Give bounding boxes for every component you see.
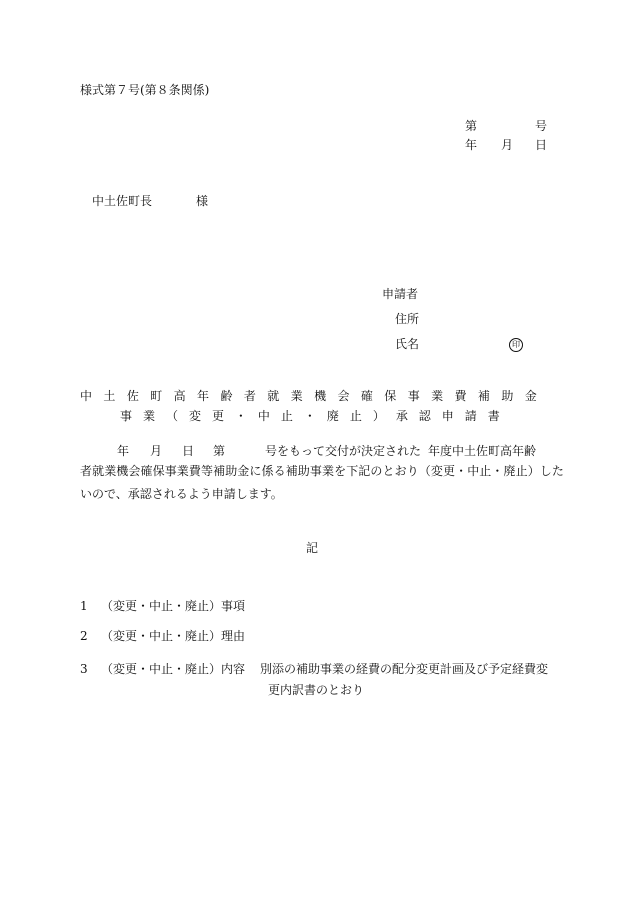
seal-icon: 印 — [509, 338, 523, 352]
item-3-content: 別添の補助事業の経費の配分変更計画及び予定経費変 — [260, 662, 549, 676]
title-char: 止 — [349, 409, 362, 423]
title-char: 補 — [477, 389, 490, 403]
title-char: 中 — [80, 389, 93, 403]
address-label: 住所 — [395, 312, 420, 326]
body-line-1-segment: 日 — [182, 444, 195, 458]
title-char: 齢 — [220, 389, 233, 403]
title-char: 就 — [267, 389, 280, 403]
title-char: 更 — [211, 409, 224, 423]
title-char: 会 — [337, 389, 350, 403]
title-char: 確 — [360, 389, 373, 403]
item-2-num: 2 — [80, 629, 88, 643]
item-1-num: 1 — [80, 599, 88, 613]
title-char: 止 — [280, 409, 293, 423]
title-line-2 — [120, 410, 500, 422]
title-char: 金 — [524, 389, 537, 403]
body-line-1-segment: 第 — [213, 444, 226, 458]
title-line-1 — [80, 390, 537, 402]
title-char: 業 — [142, 409, 155, 423]
title-char: ・ — [303, 409, 316, 423]
name-label: 氏名 — [395, 337, 420, 351]
title-char: 申 — [441, 409, 454, 423]
number-suffix: 号 — [535, 119, 548, 133]
body-line-1-segment: 号をもって交付が決定された — [265, 444, 422, 458]
addressee-honorific: 様 — [196, 194, 209, 208]
body-line-1-segment: 年 — [117, 444, 130, 458]
ki-heading: 記 — [306, 541, 319, 555]
title-char: 事 — [407, 389, 420, 403]
title-char: （ — [165, 409, 178, 423]
title-char: 廃 — [326, 409, 339, 423]
seal-mark — [509, 337, 523, 352]
title-char: 土 — [103, 389, 116, 403]
title-char: 保 — [384, 389, 397, 403]
title-char: 認 — [418, 409, 431, 423]
title-char: 業 — [431, 389, 444, 403]
form-label: 様式第７号(第８条関係) — [80, 83, 210, 97]
title-char: 機 — [314, 389, 327, 403]
title-char: 書 — [487, 409, 500, 423]
title-char: ・ — [234, 409, 247, 423]
title-char: 佐 — [126, 389, 139, 403]
number-prefix: 第 — [465, 119, 478, 133]
title-char: 費 — [454, 389, 467, 403]
title-char: 者 — [243, 389, 256, 403]
title-char: 助 — [501, 389, 514, 403]
item-3-num: 3 — [80, 662, 88, 676]
title-char: 事 — [120, 409, 133, 423]
title-char: 年 — [197, 389, 210, 403]
body-line-3: いので、承認されるよう申請します。 — [80, 487, 283, 501]
body-line-2: 者就業機会確保事業費等補助金に係る補助事業を下記のとおり（変更・中止・廃止）した — [80, 464, 565, 478]
title-char: 町 — [150, 389, 163, 403]
title-char: 請 — [464, 409, 477, 423]
item-3-label: （変更・中止・廃止）内容 — [101, 662, 246, 676]
date-day: 日 — [535, 138, 548, 152]
title-char: 承 — [395, 409, 408, 423]
title-char: 変 — [188, 409, 201, 423]
item-2-label: （変更・中止・廃止）理由 — [101, 629, 246, 643]
item-3-content-cont: 更内訳書のとおり — [268, 683, 365, 697]
title-char: 業 — [290, 389, 303, 403]
body-line-1-segment: 年度中土佐町高年齢 — [428, 444, 537, 458]
date-year: 年 — [465, 138, 478, 152]
applicant-label: 申請者 — [382, 287, 419, 301]
title-char: 中 — [257, 409, 270, 423]
date-month: 月 — [501, 138, 514, 152]
body-line-1-segment: 月 — [150, 444, 163, 458]
addressee-title: 中土佐町長 — [92, 194, 153, 208]
item-1-label: （変更・中止・廃止）事項 — [101, 599, 246, 613]
title-char: ） — [372, 409, 385, 423]
title-char: 高 — [173, 389, 186, 403]
